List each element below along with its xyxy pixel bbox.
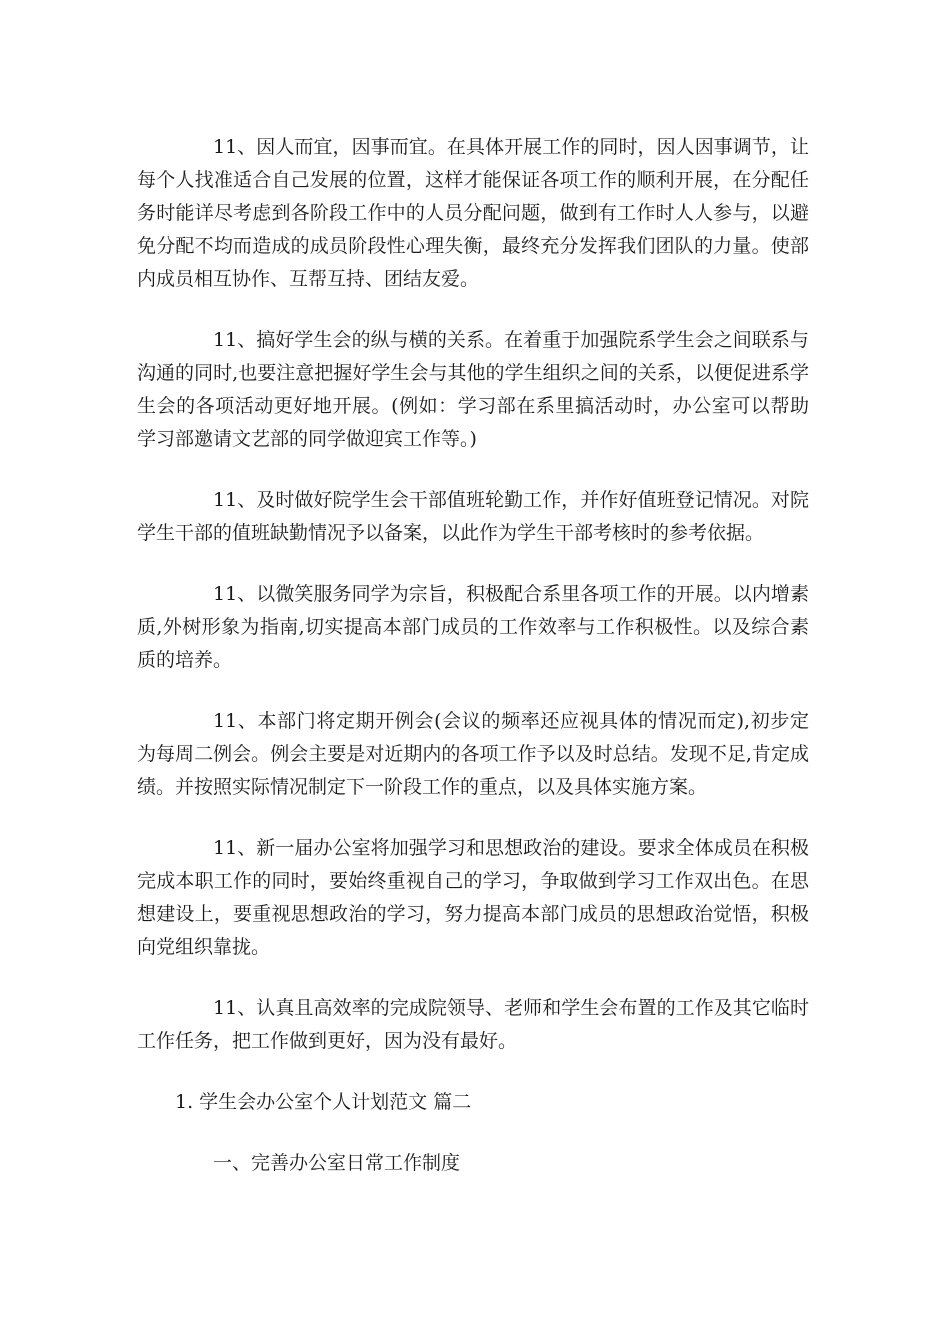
paragraph-2: 11、搞好学生会的纵与横的关系。在着重于加强院系学生会之间联系与沟通的同时,也要注意把握好学生会与其他的学生组织之间的关系，以便促进系学生会的各项活动更好地开展。(例如：学习部在系里搞活动时，办公室可以帮助学习部邀请文艺部的同学做迎宾工作等。) [137, 329, 809, 450]
section-heading: 1. 学生会办公室个人计划范文 篇二 [175, 1091, 472, 1113]
paragraph-4: 11、以微笑服务同学为宗旨，积极配合系里各项工作的开展。以内增素质,外树形象为指南,切实提高本部门成员的工作效率与工作积极性。以及综合素质的培养。 [137, 583, 809, 671]
subheading: 一、完善办公室日常工作制度 [213, 1152, 461, 1174]
document-body [137, 131, 809, 1180]
paragraph-7: 11、认真且高效率的完成院领导、老师和学生会布置的工作及其它临时工作任务，把工作做到更好，因为没有最好。 [137, 997, 809, 1052]
paragraph-5: 11、本部门将定期开例会(会议的频率还应视具体的情况而定),初步定为每周二例会。例会主要是对近期内的各项工作予以及时总结。发现不足,肯定成绩。并按照实际情况制定下一阶段工作的重点，以及具体实施方案。 [137, 710, 809, 798]
paragraph-1: 11、因人而宜，因事而宜。在具体开展工作的同时，因人因事调节，让每个人找准适合自己发展的位置，这样才能保证各项工作的顺利开展，在分配任务时能详尽考虑到各阶段工作中的人员分配问题，做到有工作时人人参与，以避免分配不均而造成的成员阶段性心理失衡，最终充分发挥我们团队的力量。使部内成员相互协作、互帮互持、团结友爱。 [137, 136, 809, 290]
paragraph-3: 11、及时做好院学生会干部值班轮勤工作，并作好值班登记情况。对院学生干部的值班缺勤情况予以备案，以此作为学生干部考核时的参考依据。 [137, 489, 809, 544]
paragraph-6: 11、新一届办公室将加强学习和思想政治的建设。要求全体成员在积极完成本职工作的同时，要始终重视自己的学习，争取做到学习工作双出色。在思想建设上，要重视思想政治的学习，努力提高本部门成员的思想政治觉悟，积极向党组织靠拢。 [137, 837, 809, 958]
